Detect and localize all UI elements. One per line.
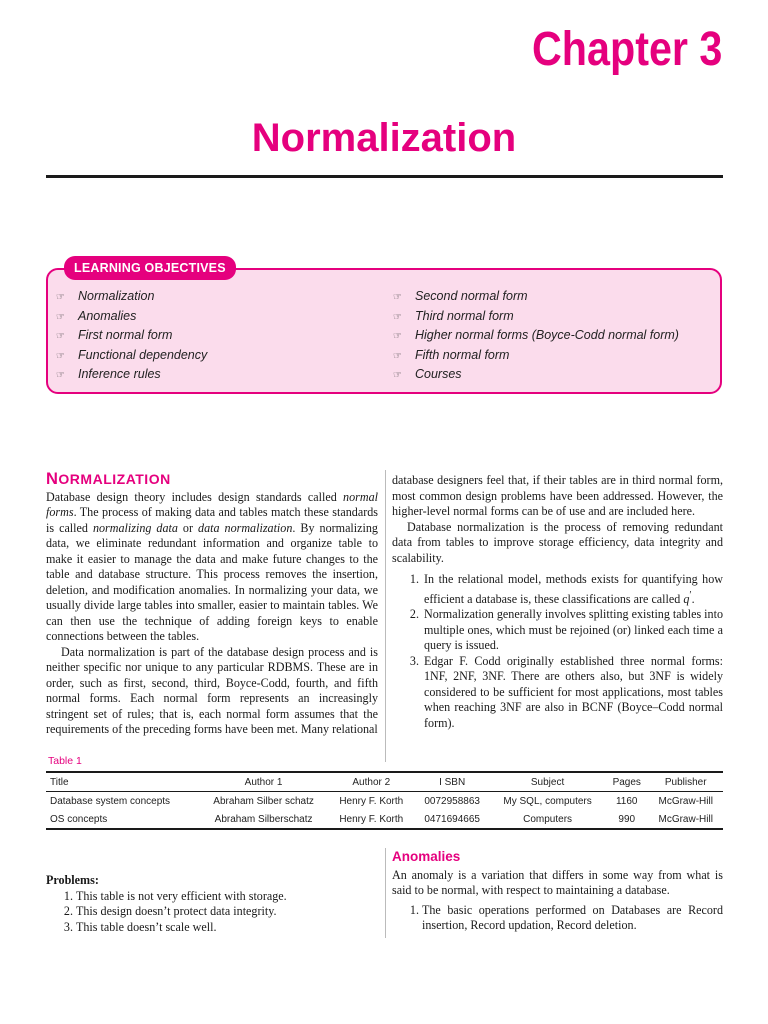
pointing-hand-icon: ☞ — [56, 311, 65, 323]
column-header: Pages — [612, 776, 641, 788]
learning-objectives-right-list — [393, 287, 679, 385]
heading-divider — [46, 175, 723, 178]
list-item: 3. This table doesn’t scale well. — [76, 920, 366, 936]
table-cell: Database system concepts — [50, 795, 171, 807]
problems-title: Problems: — [46, 873, 99, 887]
column-divider — [385, 470, 386, 762]
table-cell: My SQL, computers — [503, 795, 592, 807]
pointing-hand-icon: ☞ — [393, 292, 402, 303]
learning-objectives-tab: LEARNING OBJECTIVES — [64, 256, 236, 280]
table-header-row — [46, 772, 723, 792]
left-column — [46, 472, 378, 738]
table-row — [46, 810, 723, 829]
pointing-hand-icon: ☞ — [393, 350, 402, 362]
objective-item: ☞ Courses — [393, 365, 679, 385]
objective-item: ☞ First normal form — [56, 326, 207, 346]
paragraph: An anomaly is a variation that differs in some way from what is said to be normal, with respect to maintaining a database. — [392, 867, 723, 897]
table-row — [46, 792, 723, 811]
objective-item: ☞ Third normal form — [393, 307, 679, 327]
table-cell: Henry F. Korth — [339, 813, 404, 825]
table-cell: 0471694665 — [424, 813, 480, 825]
objective-item: ☞ Anomalies — [56, 307, 207, 327]
section-heading-anomalies: Anomalies — [392, 849, 461, 864]
numbered-list — [392, 903, 723, 934]
table-cell: 0072958863 — [424, 795, 480, 807]
paragraph-continuation: database designers feel that, if their tables are in third normal form, most common design problems have been addressed. However, the higher-level normal forms can be of use and are included here. — [392, 473, 723, 518]
list-item: 2. Normalization generally involves splitting existing tables into multiple ones, which must be rejoined (or) linked each time a query is issued. — [422, 607, 723, 654]
paragraph: Database design theory includes design standards called normal forms. The process of making data and tables match these standards is called normalizing data or data normalization. By normalizing data, we eliminate redundant information and organize table to make it easier to manage the data and make future changes to the table and database structure. This process removes the insertion, deletion, and modification anomalies. In normalizing your data, we usually divide large tables into smaller, easier to maintain tables. We can then use the technique of adding foreign keys to enable connections between the tables. — [46, 489, 378, 643]
book-table — [46, 771, 723, 830]
pointing-hand-icon: ☞ — [393, 370, 402, 382]
table-cell: McGraw-Hill — [658, 813, 713, 825]
objective-item: ☞ Functional dependency — [56, 346, 207, 366]
list-item: 1. In the relational model, methods exists for quantifying how efficient a database is, these classifications are called q′. — [422, 572, 723, 607]
problems-list — [46, 889, 366, 936]
table-cell: 1160 — [615, 795, 638, 807]
learning-objectives-left-list — [56, 287, 207, 385]
table-cell: Henry F. Korth — [339, 795, 404, 807]
objective-item: ☞ Fifth normal form — [393, 346, 679, 366]
column-header: Author 1 — [244, 776, 283, 788]
list-item: 1. The basic operations performed on Databases are Record insertion, Record updation, Record deletion. — [422, 903, 723, 934]
numbered-list — [392, 572, 723, 731]
list-item: 1. This table is not very efficient with storage. — [76, 889, 366, 905]
pointing-hand-icon: ☞ — [56, 331, 65, 343]
pointing-hand-icon: ☞ — [56, 370, 65, 382]
pointing-hand-icon: ☞ — [56, 292, 65, 303]
chapter-number: Chapter 3 — [531, 23, 722, 76]
table-cell: Abraham Silber schatz — [213, 795, 314, 807]
table-cell: Abraham Silberschatz — [214, 813, 313, 825]
objective-item: ☞ Higher normal forms (Boyce-Codd normal form) — [393, 326, 679, 346]
table-cell: 990 — [618, 813, 636, 825]
right-column — [392, 473, 723, 731]
list-item: 3. Edgar F. Codd originally established three normal forms: 1NF, 2NF, 3NF. There are others also, but 3NF is widely considered to be sufficient for most applications, most tables when reaching 3NF are also in BCNF (Boyce–Codd normal form). — [422, 654, 723, 732]
column-header: I SBN — [439, 776, 466, 788]
anomalies-section — [392, 849, 723, 934]
pointing-hand-icon: ☞ — [56, 350, 65, 362]
column-header: Author 2 — [352, 776, 391, 788]
table-cell: McGraw-Hill — [658, 795, 713, 807]
column-header: Subject — [530, 776, 565, 788]
pointing-hand-icon: ☞ — [393, 331, 402, 343]
column-divider — [385, 848, 386, 938]
section-heading-normalization: NORMALIZATION — [46, 470, 171, 488]
column-header: Publisher — [664, 776, 707, 788]
paragraph: Database normalization is the process of removing redundant data from tables to improve storage efficiency, data integrity and scalability. — [392, 519, 723, 565]
list-item: 2. This design doesn’t protect data integrity. — [76, 904, 366, 920]
paragraph: Data normalization is part of the database design process and is neither specific nor unique to any particular RDBMS. These are in order, such as first, second, third, Boyce-Codd, fourth, and fifth normal forms. Each normal form represents an increasingly stringent set of rules; that is, each normal form assumes that the requirements of the preceding forms have been met. Many relational — [46, 644, 378, 736]
column-header: Title — [50, 776, 69, 788]
pointing-hand-icon: ☞ — [393, 311, 402, 323]
objective-item: ☞ Inference rules — [56, 365, 207, 385]
problems-block — [46, 873, 366, 935]
objective-item: ☞ Second normal form — [393, 287, 679, 307]
table-cell: Computers — [523, 813, 573, 825]
page-title: Normalization — [251, 116, 517, 160]
table-cell: OS concepts — [50, 813, 108, 825]
table-caption: Table 1 — [48, 755, 82, 767]
objective-item: ☞ Normalization — [56, 287, 207, 307]
